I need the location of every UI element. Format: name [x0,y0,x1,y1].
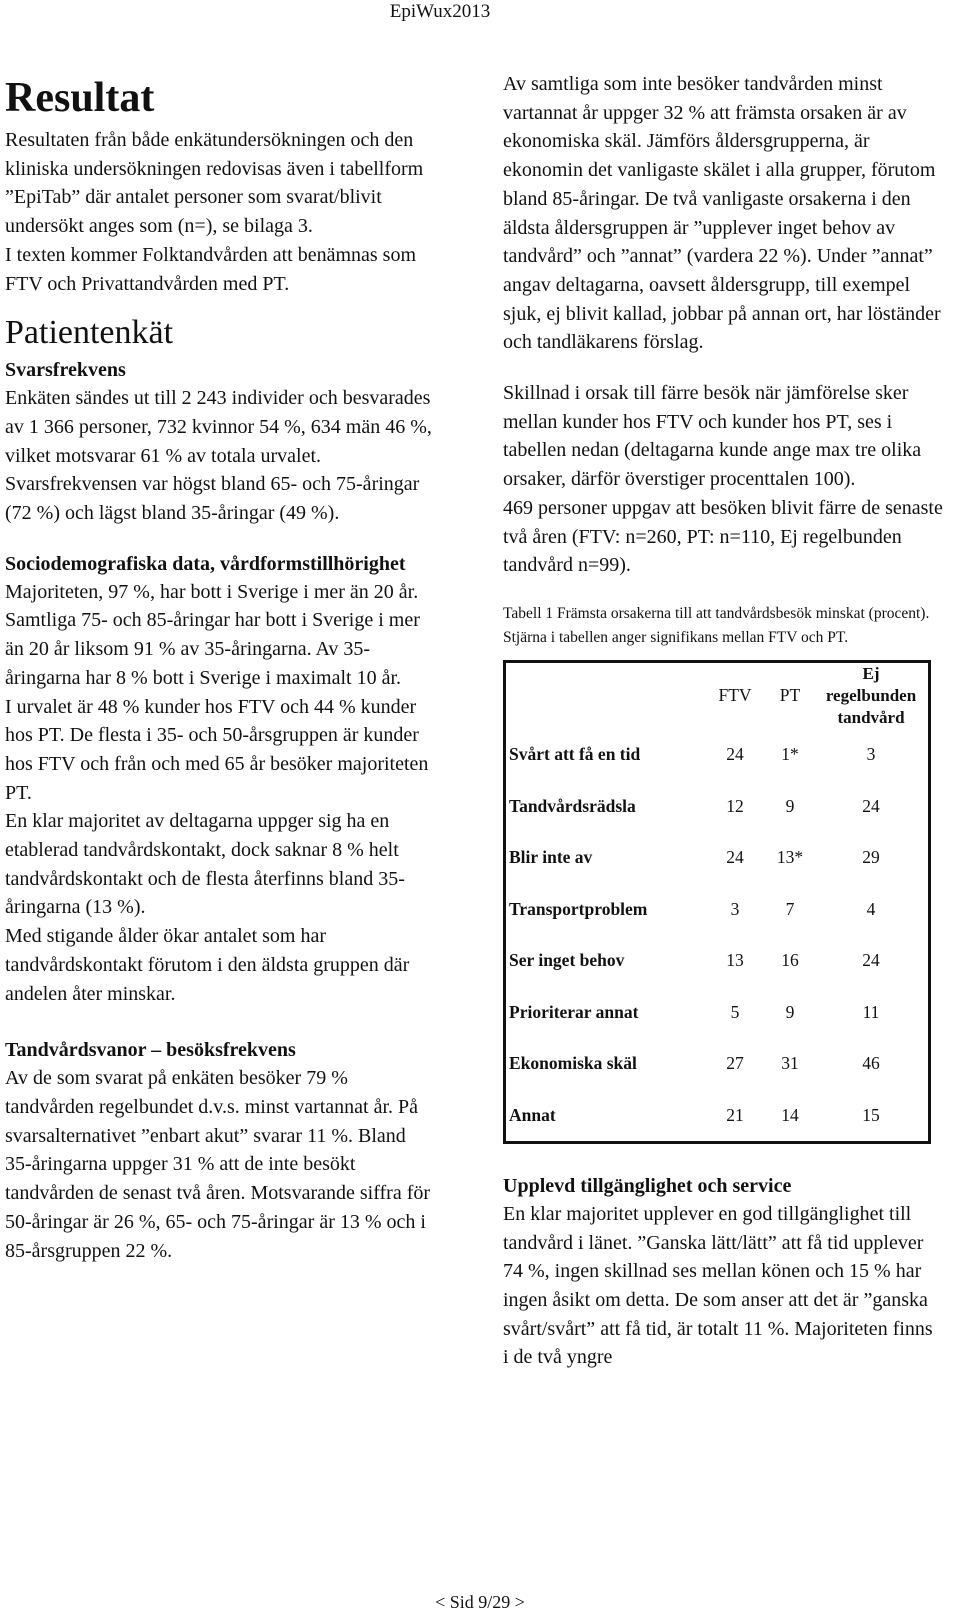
table-cell: 11 [862,1001,880,1022]
table-cell: 24 [726,847,744,868]
heading-svarsfrekvens: Svarsfrekvens [5,359,126,382]
table-cell: 7 [785,898,795,919]
table-cell: 46 [862,1053,880,1074]
paragraph-svarsfrekvens-1: Enkäten sändes ut till 2 243 individer och besvarades av 1 366 personer, 732 kvinnor 54 %, 634 män 46 %, vilket motsvarar 61 % av totala urvalet. [5,387,432,467]
table-cell: 5 [730,1001,740,1022]
table-cell: 3 [730,898,740,919]
left-column [5,70,435,1265]
table-cell: 29 [862,847,880,868]
table-cell: 16 [781,950,799,971]
paragraph-socio-3: En klar majoritet av deltagarna uppger sig ha en etablerad tandvårdskontakt, dock saknar 8 % helt tandvårdskontakt och de flesta återfinns bland 35-åringarna (13 %). [5,810,405,919]
reasons-table [503,660,931,1144]
table-cell: 3 [866,744,876,765]
heading-tandvardsvanor: Tandvårdsvanor – besöksfrekvens [5,1039,296,1062]
heading-patientenkat: Patientenkät [5,314,174,352]
table-row [505,780,930,832]
table-cell: Transportproblem [509,898,648,919]
table-cell: 1* [781,744,799,765]
table-row [505,1089,930,1142]
table-cell: 9 [785,1001,795,1022]
table-cell: 24 [726,744,744,765]
table-cell: 24 [862,950,880,971]
paragraph-antal: 469 personer uppgav att besöken blivit färre de senaste två åren (FTV: n=260, PT: n=110, Ej regelbunden tandvård n=99). [503,496,943,577]
running-header: EpiWux2013 [389,1,491,22]
table-cell: Svårt att få en tid [509,744,641,765]
paragraph-socio-1: Majoriteten, 97 %, har bott i Sverige i mer än 20 år. Samtliga 75- och 85-åringar har bott i Sverige i mer än 20 år liksom 91 % av 35-åringarna. Av 35-åringarna har 8 % bott i Sverige i maximalt 10 år. [5,580,420,689]
paragraph-resultat-1: Resultaten från både enkätundersökningen och den kliniska undersökningen redovisas även i tabellform ”EpiTab” där antalet personer som svarat/blivit undersökt anges som (n=), se bilaga 3. [5,129,424,238]
page-number: < Sid 9/29 > [435,1592,525,1612]
table-cell: Prioriterar annat [509,1001,639,1022]
table-cell: Ekonomiska skäl [509,1053,637,1074]
table-header-cell: PT [779,685,801,706]
table-cell: Tandvårdsrädsla [509,795,636,816]
paragraph-skillnad: Skillnad i orsak till färre besök när jämförelse sker mellan kunder hos FTV och kunder hos PT, ses i tabellen nedan (deltagarna kunde ange max tre olika orsaker, därför överstiger procenttalen 100). [503,382,922,491]
table-cell: Annat [509,1104,556,1125]
paragraph-tillganglighet: En klar majoritet upplever en god tillgänglighet till tandvård i länet. ”Ganska lätt/lätt” att få tid upplever 74 %, ingen skillnad ses mellan könen och 15 % har ingen åsikt om detta. De som anser att det är ”ganska svårt/svårt” att få tid, är totalt 11 %. Majoriteten finns i de två yngre [503,1202,933,1369]
table-header-row [505,661,930,729]
table-cell: 4 [866,898,876,919]
table-cell: Blir inte av [509,847,593,868]
table-cell: 24 [862,795,880,816]
table-cell: 14 [781,1104,799,1125]
table-cell: Ser inget behov [509,950,625,971]
table-cell: 21 [726,1104,744,1125]
table-cell: 9 [785,795,795,816]
table-row [505,883,930,935]
table-row [505,729,930,781]
table-cell: 27 [726,1053,744,1074]
table-row [505,1038,930,1090]
heading-upplevd-tillganglighet: Upplevd tillgänglighet och service [503,1174,792,1197]
table-row [505,986,930,1038]
paragraph-socio-2: I urvalet är 48 % kunder hos FTV och 44 % kunder hos PT. De flesta i 35- och 50-årsgruppen är kunder hos FTV och från och med 65 år besöker majoriteten PT. [5,695,429,804]
table-header-cell: FTV [718,685,752,706]
heading-sociodemografiska: Sociodemografiska data, vårdformstillhörighet [5,552,406,575]
heading-resultat: Resultat [5,75,155,121]
paragraph-resultat-2: I texten kommer Folktandvården att benämnas som FTV och Privattandvården med PT. [5,243,417,295]
paragraph-svarsfrekvens-2: Svarsfrekvensen var högst bland 65- och 75-åringar (72 %) och lägst bland 35-åringar (49 %). [5,473,420,525]
table-cell: 31 [781,1053,799,1074]
table-cell: 13 [726,950,744,971]
table-caption: Tabell 1 Främsta orsakerna till att tandvårdsbesök minskat (procent). Stjärna i tabellen anger signifikans mellan FTV och PT. [503,604,930,646]
table-cell: 13* [776,847,804,868]
table-cell: 15 [862,1104,880,1125]
paragraph-tandvardsvanor: Av de som svarat på enkäten besöker 79 % tandvården regelbundet d.v.s. minst vartannat år. På svarsalternativet ”enbart akut” svarar 11 %. Bland 35-åringarna uppger 31 % att de inte besökt tandvården de senast två åren. Motsvarande siffra för 50-åringar är 26 %, 65- och 75-åringar är 13 % och i 85-årsgruppen 22 %. [5,1067,431,1262]
paragraph-orsaker: Av samtliga som inte besöker tandvården minst vartannat år uppger 32 % att främsta orsaken är av ekonomiska skäl. Jämförs åldersgrupperna, är ekonomin det vanligaste skälet i alla grupper, förutom bland 85-åringar. De två vanligaste orsakerna i den äldsta åldersgruppen är ”upplever inget behov av tandvård” och ”annat” (vardera 22 %). Under ”annat” angav deltagarna, oavsett åldersgrupp, till exempel sjuk, ej blivit kallad, jobbar på annan ort, har löständer och tandläkarens förslag. [503,73,941,354]
table-header-cell: Ej regelbunden tandvård [825,663,917,727]
table-row [505,935,930,987]
right-column [503,70,943,1372]
table-row [505,832,930,884]
paragraph-socio-4: Med stigande ålder ökar antalet som har tandvårdskontakt förutom i den äldsta gruppen där andelen åter minskar. [5,925,410,1005]
table-header-cell [505,661,705,729]
table-cell: 12 [726,795,744,816]
